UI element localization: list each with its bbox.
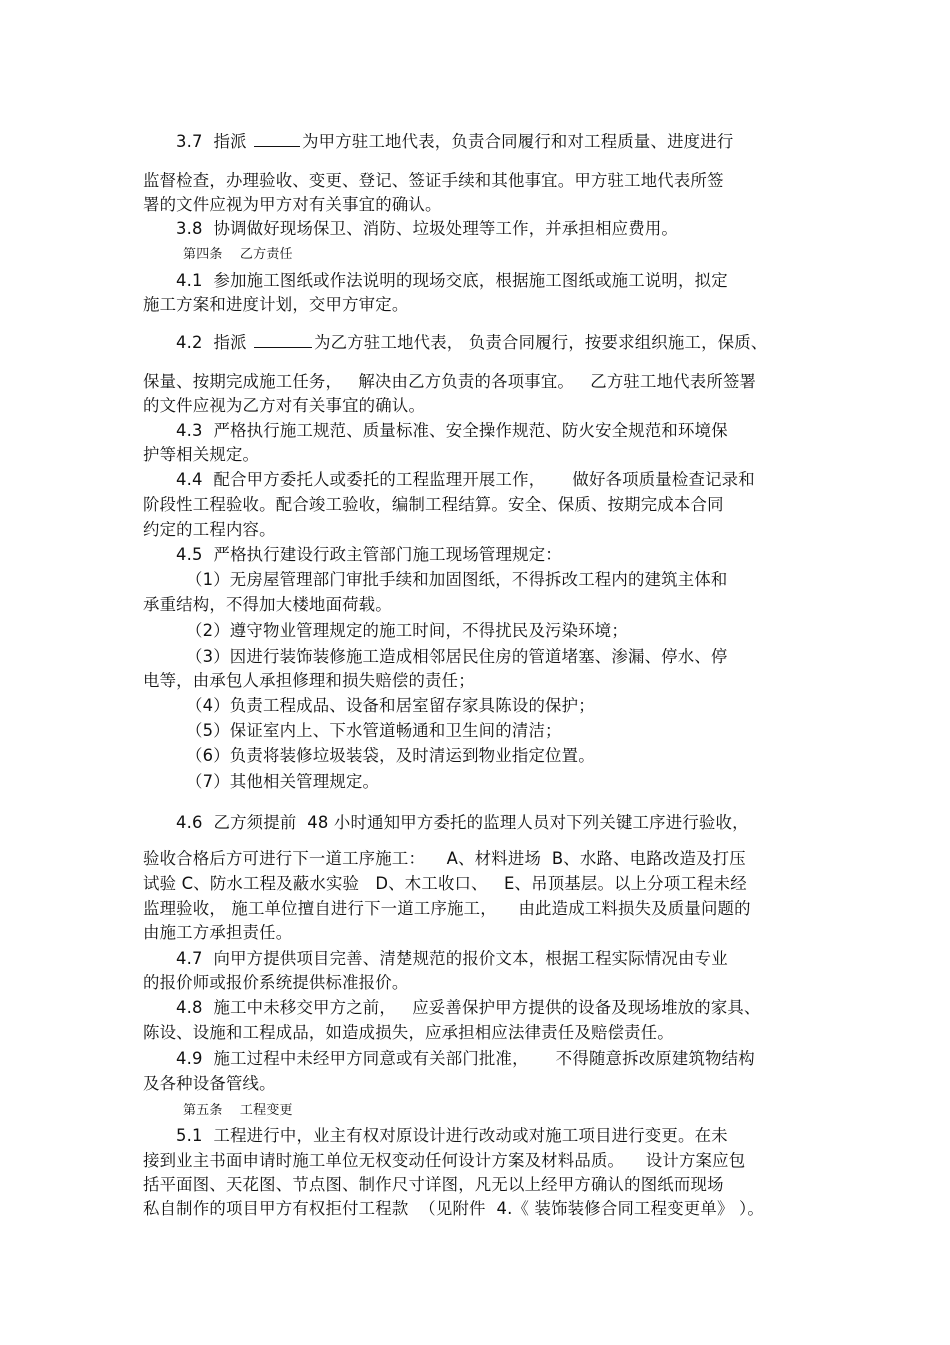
clause-3-7-line	[176, 131, 733, 153]
text-line: 监督检查，办理验收、变更、登记、签证手续和其他事宜。甲方驻工地代表所签	[143, 171, 724, 190]
text-line: 约定的工程内容。	[143, 520, 276, 539]
list-item: （5）保证室内上、下水管道畅通和卫生间的清洁；	[186, 721, 562, 740]
text-line: 的报价师或报价系统提供标准报价。	[143, 973, 409, 992]
clause-4-2-prefix: 4.2 指派	[176, 333, 253, 352]
list-item: （6）负责将装修垃圾装袋，及时清运到物业指定位置。	[186, 746, 595, 765]
clause-5-1: 5.1 工程进行中，业主有权对原设计进行改动或对施工项目进行变更。在未	[176, 1126, 728, 1145]
text-line: 验收合格后方可进行下一道工序施工： A、材料进场 B、水路、电路改造及打压	[143, 849, 746, 868]
text-line: 括平面图、天花图、节点图、制作尺寸详图，凡无以上经甲方确认的图纸而现场	[143, 1175, 724, 1194]
clause-4-2-line	[176, 332, 767, 354]
text-line: 电等，由承包人承担修理和损失赔偿的责任；	[143, 671, 475, 690]
representative-name-blank	[254, 132, 300, 147]
text-line: 的文件应视为乙方对有关事宜的确认。	[143, 396, 426, 415]
clause-4-4: 4.4 配合甲方委托人或委托的工程监理开展工作， 做好各项质量检查记录和	[176, 470, 755, 489]
list-item: （4）负责工程成品、设备和居室留存家具陈设的保护；	[186, 696, 595, 715]
text-line: 及各种设备管线。	[143, 1074, 276, 1093]
clause-4-9: 4.9 施工过程中未经甲方同意或有关部门批准， 不得随意拆改原建筑物结构	[176, 1049, 755, 1068]
clause-4-8: 4.8 施工中未移交甲方之前， 应妥善保护甲方提供的设备及现场堆放的家具、	[176, 998, 761, 1017]
text-line: 阶段性工程验收。配合竣工验收，编制工程结算。安全、保质、按期完成本合同	[143, 495, 724, 514]
text-line: 监理验收， 施工单位擅自进行下一道工序施工， 由此造成工料损失及质量问题的	[143, 899, 751, 918]
text-line: 保量、按期完成施工任务， 解决由乙方负责的各项事宜。 乙方驻工地代表所签署	[143, 372, 757, 391]
list-item: （1）无房屋管理部门审批手续和加固图纸，不得拆改工程内的建筑主体和	[186, 570, 728, 589]
text-line: 由施工方承担责任。	[143, 923, 293, 942]
text-line: 署的文件应视为甲方对有关事宜的确认。	[143, 195, 442, 214]
contractor-representative-blank	[254, 333, 312, 348]
text-line: 施工方案和进度计划，交甲方审定。	[143, 295, 409, 314]
clause-3-8: 3.8 协调做好现场保卫、消防、垃圾处理等工作，并承担相应费用。	[176, 219, 679, 238]
text-line: 护等相关规定。	[143, 445, 260, 464]
list-item: （7）其他相关管理规定。	[186, 772, 380, 791]
text-line: 承重结构，不得加大楼地面荷载。	[143, 595, 392, 614]
text-line: 试验 C、防水工程及蔽水实验 D、木工收口、 E、吊顶基层。以上分项工程未经	[143, 874, 747, 893]
clause-4-3: 4.3 严格执行施工规范、质量标准、安全操作规范、防火安全规范和环境保	[176, 421, 728, 440]
text-line: 陈设、设施和工程成品，如造成损失，应承担相应法律责任及赔偿责任。	[143, 1023, 674, 1042]
section-heading-article-4: 第四条 乙方责任	[183, 247, 293, 262]
text-line: 私自制作的项目甲方有权拒付工程款 （见附件 4.《 装饰装修合同工程变更单》 ）。	[143, 1199, 764, 1218]
list-item: （2）遵守物业管理规定的施工时间，不得扰民及污染环境；	[186, 621, 628, 640]
section-heading-article-5: 第五条 工程变更	[183, 1103, 293, 1118]
list-item: （3）因进行装饰装修施工造成相邻居民住房的管道堵塞、渗漏、停水、停	[186, 647, 728, 666]
clause-3-7-text: 为甲方驻工地代表，负责合同履行和对工程质量、进度进行	[302, 132, 734, 151]
clause-4-6: 4.6 乙方须提前 48 小时通知甲方委托的监理人员对下列关键工序进行验收，	[176, 813, 749, 832]
clause-4-1: 4.1 参加施工图纸或作法说明的现场交底，根据施工图纸或施工说明，拟定	[176, 271, 728, 290]
text-line: 接到业主书面申请时施工单位无权变动任何设计方案及材料品质。 设计方案应包	[143, 1151, 746, 1170]
clause-4-5: 4.5 严格执行建设行政主管部门施工现场管理规定：	[176, 545, 562, 564]
clause-4-2-text: 为乙方驻工地代表， 负责合同履行，按要求组织施工，保质、	[314, 333, 768, 352]
clause-4-7: 4.7 向甲方提供项目完善、清楚规范的报价文本，根据工程实际情况由专业	[176, 949, 728, 968]
clause-3-7-prefix: 3.7 指派	[176, 132, 253, 151]
